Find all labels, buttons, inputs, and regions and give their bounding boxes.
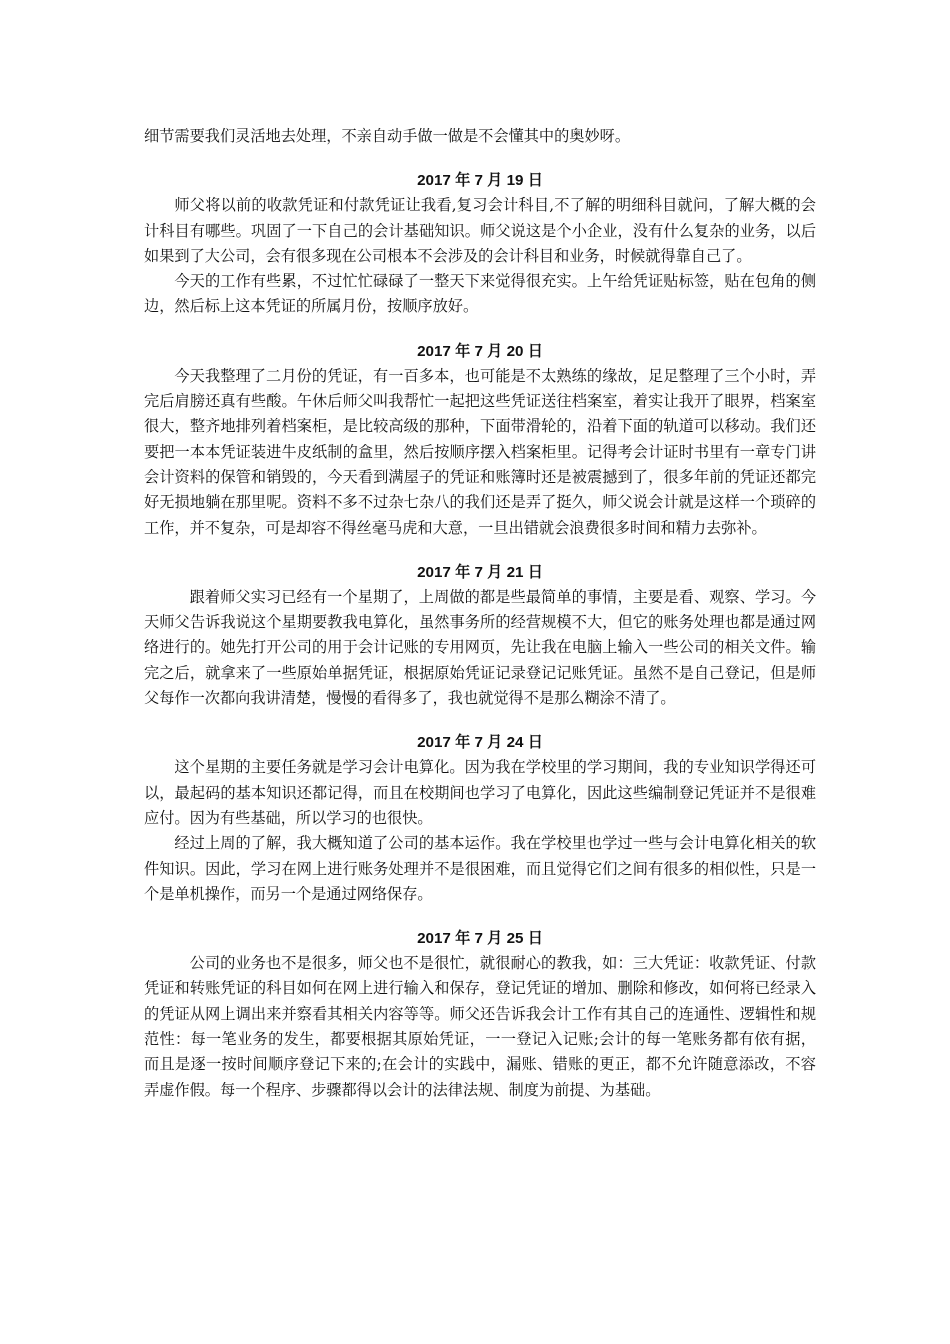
entry-date: 2017 年 7 月 25 日 <box>417 930 543 948</box>
entry-date: 2017 年 7 月 20 日 <box>417 342 543 360</box>
entry-date: 2017 年 7 月 24 日 <box>417 734 543 752</box>
entry-paragraph: 师父将以前的收款凭证和付款凭证让我看,复习会计科目,不了解的明细科目就问，了解大概的会计科目有哪些。巩固了一下自己的会计基础知识。师父说这是个小企业，没有什么复杂的业务，以后如果到了大公司，会有很多现在公司根本不会涉及的会计科目和业务，时候就得靠自己了。 <box>144 196 816 265</box>
intro-paragraph: 细节需要我们灵活地去处理，不亲自动手做一做是不会懂其中的奥妙呀。 <box>144 127 630 145</box>
entry-paragraph: 经过上周的了解，我大概知道了公司的基本运作。我在学校里也学过一些与会计电算化相关的软件知识。因此，学习在网上进行账务处理并不是很困难，而且觉得它们之间有很多的相似性，只是一个是单机操作，而另一个是通过网络保存。 <box>144 834 816 903</box>
entry-paragraph: 这个星期的主要任务就是学习会计电算化。因为我在学校里的学习期间，我的专业知识学得还可以，最起码的基本知识还都记得，而且在校期间也学习了电算化，因此这些编制登记凭证并不是很难应付。因为有些基础，所以学习的也很快。 <box>144 758 816 827</box>
entry-paragraph: 今天我整理了二月份的凭证，有一百多本，也可能是不太熟练的缘故，足足整理了三个小时，弄完后肩膀还真有些酸。午休后师父叫我帮忙一起把这些凭证送往档案室，着实让我开了眼界，档案室很大，整齐地排列着档案柜，是比较高级的那种，下面带滑轮的，沿着下面的轨道可以移动。我们还要把一本本凭证装进牛皮纸制的盒里，然后按顺序摆入档案柜里。记得考会计证时书里有一章专门讲会计资料的保管和销毁的，今天看到满屋子的凭证和账簿时还是被震撼到了，很多年前的凭证还都完好无损地躺在那里呢。资料不多不过杂七杂八的我们还是弄了挺久，师父说会计就是这样一个琐碎的工作，并不复杂，可是却容不得丝毫马虎和大意，一旦出错就会浪费很多时间和精力去弥补。 <box>144 366 816 537</box>
entry-paragraph: 公司的业务也不是很多，师父也不是很忙，就很耐心的教我，如：三大凭证：收款凭证、付款凭证和转账凭证的科目如何在网上进行输入和保存，登记凭证的增加、删除和修改，如何将已经录入的凭证从网上调出来并察看其相关内容等等。师父还告诉我会计工作有其自己的连通性、逻辑性和规范性：每一笔业务的发生，都要根据其原始凭证，一一登记入记账;会计的每一笔账务都有依有据，而且是逐一按时间顺序登记下来的;在会计的实践中，漏账、错账的更正，都不允许随意添改，不容弄虚作假。每一个程序、步骤都得以会计的法律法规、制度为前提、为基础。 <box>144 954 816 1099</box>
entry-paragraph: 跟着师父实习已经有一个星期了，上周做的都是些最简单的事情，主要是看、观察、学习。今天师父告诉我说这个星期要教我电算化，虽然事务所的经营规模不大，但它的账务处理也都是通过网络进行的。她先打开公司的用于会计记账的专用网页，先让我在电脑上输入一些公司的相关文件。输完之后，就拿来了一些原始单据凭证，根据原始凭证记录登记记账凭证。虽然不是自己登记，但是师父每作一次都向我讲清楚，慢慢的看得多了，我也就觉得不是那么糊涂不清了。 <box>144 587 816 708</box>
entry-date: 2017 年 7 月 19 日 <box>417 172 543 190</box>
document-page <box>144 124 816 1103</box>
entry-date: 2017 年 7 月 21 日 <box>417 563 543 581</box>
entry-0725 <box>144 926 816 1103</box>
entry-0721 <box>144 560 816 711</box>
entry-0720 <box>144 339 816 541</box>
entry-0719 <box>144 168 816 319</box>
entry-paragraph: 今天的工作有些累，不过忙忙碌碌了一整天下来觉得很充实。上午给凭证贴标签，贴在包角的侧边，然后标上这本凭证的所属月份，按顺序放好。 <box>144 272 816 316</box>
entry-0724 <box>144 730 816 907</box>
